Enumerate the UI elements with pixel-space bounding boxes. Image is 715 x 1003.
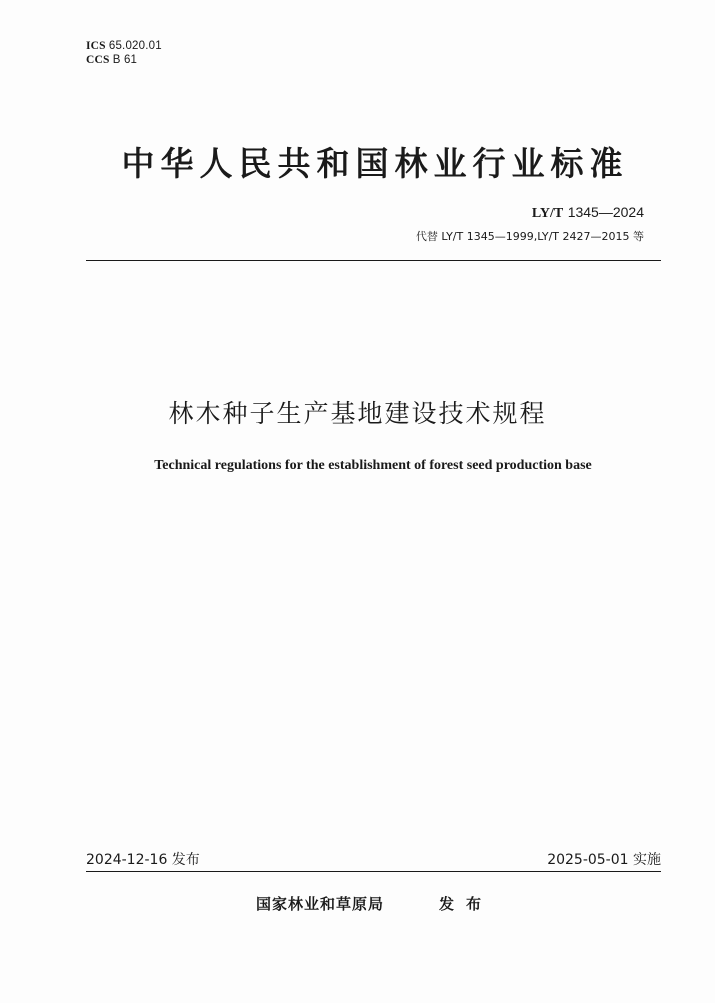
publish-action: 发布 bbox=[439, 895, 494, 913]
implementation-date: 2025-05-01 实施 bbox=[547, 852, 661, 868]
standard-number-prefix: LY/T bbox=[531, 206, 564, 221]
document-title-english: Technical regulations for the establishment of forest seed production base bbox=[154, 458, 592, 473]
standard-number bbox=[532, 204, 644, 222]
ics-code: 65.020.01 bbox=[108, 40, 162, 52]
ics-classification bbox=[86, 40, 162, 53]
publisher-name: 国家林业和草原局 bbox=[256, 895, 385, 913]
ccs-classification bbox=[86, 54, 137, 67]
issue-date: 2024-12-16 发布 bbox=[86, 852, 200, 868]
ccs-label: CCS bbox=[86, 54, 110, 66]
ics-label: ICS bbox=[86, 40, 106, 52]
replaces-note: 代替 LY/T 1345—1999,LY/T 2427—2015 等 bbox=[415, 230, 644, 243]
ccs-code: B 61 bbox=[112, 54, 138, 66]
header-divider bbox=[86, 260, 661, 261]
document-title-chinese: 林木种子生产基地建设技术规程 bbox=[168, 399, 547, 428]
footer-divider bbox=[86, 871, 661, 872]
standard-number-value: 1345—2024 bbox=[567, 204, 644, 220]
standard-category-title: 中华人民共和国林业行业标准 bbox=[121, 144, 629, 183]
